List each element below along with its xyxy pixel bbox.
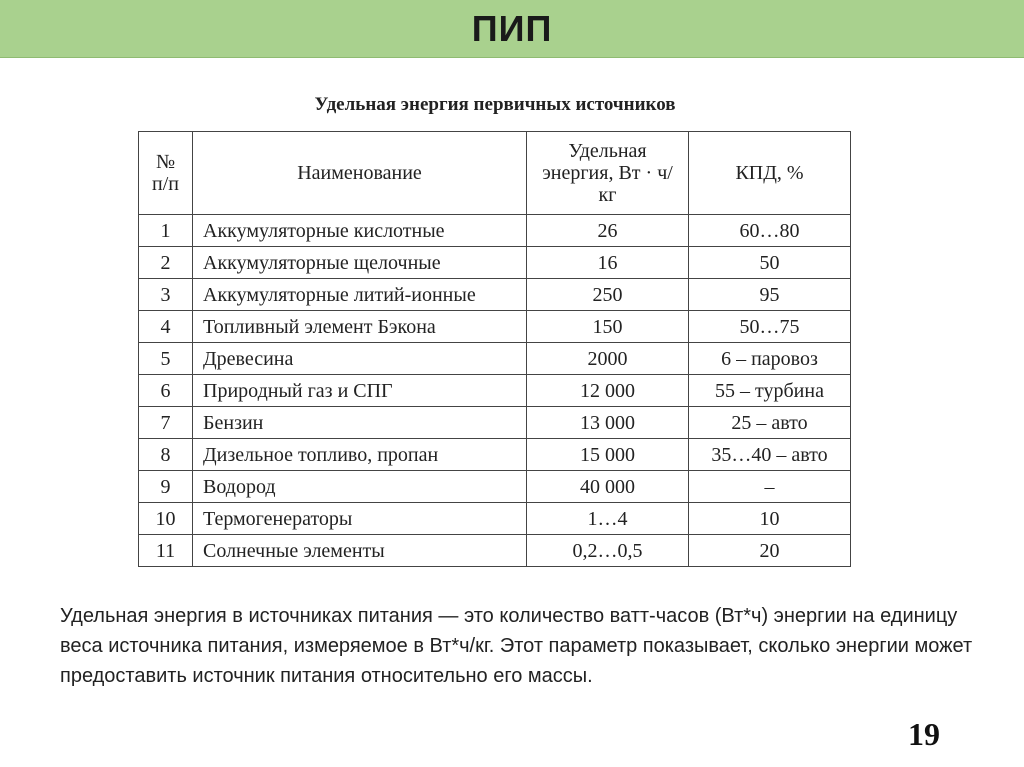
row-name: Аккумуляторные щелочные [193, 247, 527, 279]
row-name: Бензин [193, 407, 527, 439]
row-energy: 26 [527, 215, 689, 247]
row-energy: 16 [527, 247, 689, 279]
row-energy: 40 000 [527, 471, 689, 503]
row-efficiency: 95 [689, 279, 851, 311]
row-efficiency: – [689, 471, 851, 503]
row-efficiency: 25 – авто [689, 407, 851, 439]
row-energy: 15 000 [527, 439, 689, 471]
row-name: Аккумуляторные кислотные [193, 215, 527, 247]
row-efficiency: 35…40 – авто [689, 439, 851, 471]
row-efficiency: 50…75 [689, 311, 851, 343]
row-energy: 12 000 [527, 375, 689, 407]
page-number: 19 [908, 716, 940, 752]
row-energy: 13 000 [527, 407, 689, 439]
row-efficiency: 50 [689, 247, 851, 279]
header-efficiency: КПД, % [689, 132, 851, 215]
table-row [139, 311, 851, 343]
table-row [139, 215, 851, 247]
row-num: 9 [139, 471, 193, 503]
table-row [139, 503, 851, 535]
row-energy: 250 [527, 279, 689, 311]
row-name: Дизельное топливо, пропан [193, 439, 527, 471]
row-efficiency: 55 – турбина [689, 375, 851, 407]
header-name: Наименование [193, 132, 527, 215]
row-num: 1 [139, 215, 193, 247]
header-energy: Удельная энергия, Вт · ч/кг [527, 132, 689, 215]
row-name: Водород [193, 471, 527, 503]
row-name: Солнечные элементы [193, 535, 527, 567]
row-energy: 2000 [527, 343, 689, 375]
table-row [139, 535, 851, 567]
row-num: 8 [139, 439, 193, 471]
row-num: 2 [139, 247, 193, 279]
energy-table [138, 131, 851, 567]
table-row [139, 439, 851, 471]
table-caption: Удельная энергия первичных источников [314, 94, 676, 115]
slide-title: ПИП [471, 8, 553, 49]
row-name: Топливный элемент Бэкона [193, 311, 527, 343]
row-num: 6 [139, 375, 193, 407]
row-name: Аккумуляторные литий-ионные [193, 279, 527, 311]
row-num: 10 [139, 503, 193, 535]
row-efficiency: 60…80 [689, 215, 851, 247]
table-row [139, 375, 851, 407]
row-num: 5 [139, 343, 193, 375]
header-num: № п/п [139, 132, 193, 215]
table-row [139, 471, 851, 503]
row-num: 4 [139, 311, 193, 343]
row-efficiency: 20 [689, 535, 851, 567]
row-num: 7 [139, 407, 193, 439]
row-energy: 0,2…0,5 [527, 535, 689, 567]
table-row [139, 247, 851, 279]
description-text: Удельная энергия в источниках питания — это количество ватт-часов (Вт*ч) энергии на единицу веса источника питания, измеряемое в Вт*ч/кг. Этот параметр показывает, сколько энергии может предоставить источник питания относительно его массы. [60, 605, 973, 687]
table-row [139, 343, 851, 375]
row-num: 3 [139, 279, 193, 311]
table-row [139, 279, 851, 311]
row-efficiency: 6 – паровоз [689, 343, 851, 375]
table-row [139, 407, 851, 439]
table-body [139, 215, 851, 567]
header-band [0, 0, 1024, 58]
row-name: Термогенераторы [193, 503, 527, 535]
row-energy: 1…4 [527, 503, 689, 535]
row-num: 11 [139, 535, 193, 567]
row-name: Природный газ и СПГ [193, 375, 527, 407]
row-efficiency: 10 [689, 503, 851, 535]
table-header-row [139, 132, 851, 215]
row-energy: 150 [527, 311, 689, 343]
row-name: Древесина [193, 343, 527, 375]
